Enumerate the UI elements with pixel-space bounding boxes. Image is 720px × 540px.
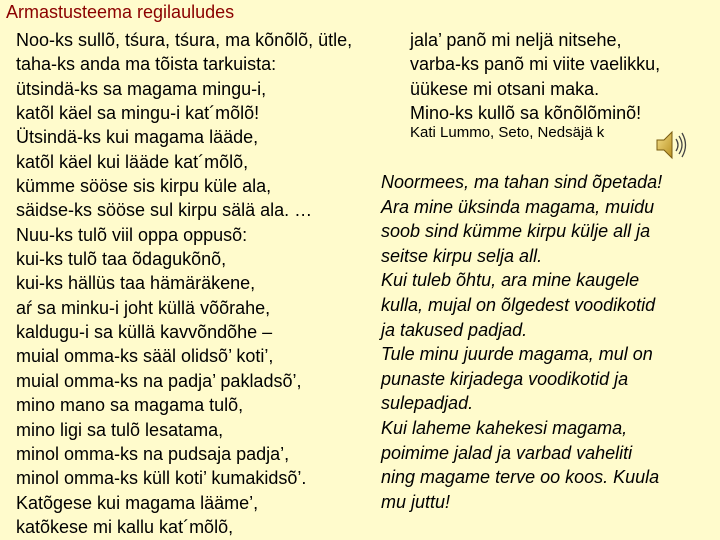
song-line: kui-ks tulõ taa õdagukõnõ, bbox=[16, 249, 227, 270]
song-line: mino ligi sa tulõ lesatama, bbox=[16, 419, 224, 440]
song-line: minol omma-ks küll koti’ kumakidsõ’. bbox=[16, 468, 307, 489]
song-line: varba-ks panõ mi viite vaelikku, bbox=[410, 54, 661, 75]
song-text-right bbox=[410, 28, 660, 126]
song-line: kui-ks hällüs taa hämäräkene, bbox=[16, 273, 256, 294]
translation-line: seitse kirpu selja all. bbox=[381, 245, 543, 266]
translation-text bbox=[381, 170, 662, 514]
song-line: jala’ panõ mi neljä nitsehe, bbox=[410, 30, 622, 50]
song-line: Noo-ks sullõ, tśura, tśura, ma kõnõlõ, ütle, bbox=[16, 30, 353, 50]
translation-line: Kui laheme kahekesi magama, bbox=[381, 417, 628, 438]
song-line: ütsindä-ks sa magama mingu-i, bbox=[16, 78, 267, 99]
translation-line: Tule minu juurde magama, mul on bbox=[381, 344, 653, 365]
translation-line: soob sind kümme kirpu külje all ja bbox=[381, 221, 651, 242]
translation-line: Kui tuleb õhtu, ara mine kaugele bbox=[381, 270, 640, 291]
song-line: muial omma-ks sääl olidsõ’ koti’, bbox=[16, 346, 274, 367]
song-line: Ütsindä-ks kui magama lääde, bbox=[16, 127, 259, 148]
song-line: kümme sööse sis kirpu küle ala, bbox=[16, 176, 272, 197]
song-line: Mino-ks kullõ sa kõnõlõminõ! bbox=[410, 103, 642, 124]
song-line: katõl käel sa mingu-i kat´mõlõ! bbox=[16, 103, 260, 124]
song-line: kaldugu-i sa küllä kavvõndõhe – bbox=[16, 322, 273, 343]
song-line: muial omma-ks na padja’ pakladsõ’, bbox=[16, 370, 302, 391]
source-attribution: Kati Lummo, Seto, Nedsäjä k bbox=[410, 124, 605, 141]
translation-line: Ara mine üksinda magama, muidu bbox=[381, 196, 655, 217]
translation-line: kulla, mujal on õlgedest voodikotid bbox=[381, 294, 656, 315]
translation-line: sulepadjad. bbox=[381, 393, 474, 414]
song-text-left bbox=[16, 28, 352, 539]
song-line: säidse-ks sööse sul kirpu sälä ala. … bbox=[16, 200, 313, 221]
speaker-sound-icon[interactable] bbox=[654, 128, 688, 162]
translation-line: poimime jalad ja varbad vaheliti bbox=[381, 442, 633, 463]
song-line: aŕ sa minku-i joht küllä võõrahe, bbox=[16, 297, 271, 318]
song-line: katõl käel kui lääde kat´mõlõ, bbox=[16, 151, 249, 172]
song-line: üükese mi otsani maka. bbox=[410, 78, 600, 99]
translation-line: mu juttu! bbox=[381, 491, 451, 512]
song-line: mino mano sa magama tulõ, bbox=[16, 395, 244, 416]
translation-line: Noormees, ma tahan sind õpetada! bbox=[381, 172, 663, 192]
song-line: taha-ks anda ma tõista tarkuista: bbox=[16, 54, 277, 75]
song-line: Katõgese kui magama lääme’, bbox=[16, 492, 259, 513]
song-line: minol omma-ks na pudsaja padja’, bbox=[16, 443, 290, 464]
translation-line: ja takused padjad. bbox=[381, 319, 528, 340]
song-line: katõkese mi kallu kat´mõlõ, bbox=[16, 516, 234, 537]
page-title: Armastusteema regilauludes bbox=[6, 2, 235, 22]
translation-line: ning magame terve oo koos. Kuula bbox=[381, 467, 660, 488]
song-line: Nuu-ks tulõ viil oppa oppusõ: bbox=[16, 224, 248, 245]
translation-line: punaste kirjadega voodikotid ja bbox=[381, 368, 629, 389]
